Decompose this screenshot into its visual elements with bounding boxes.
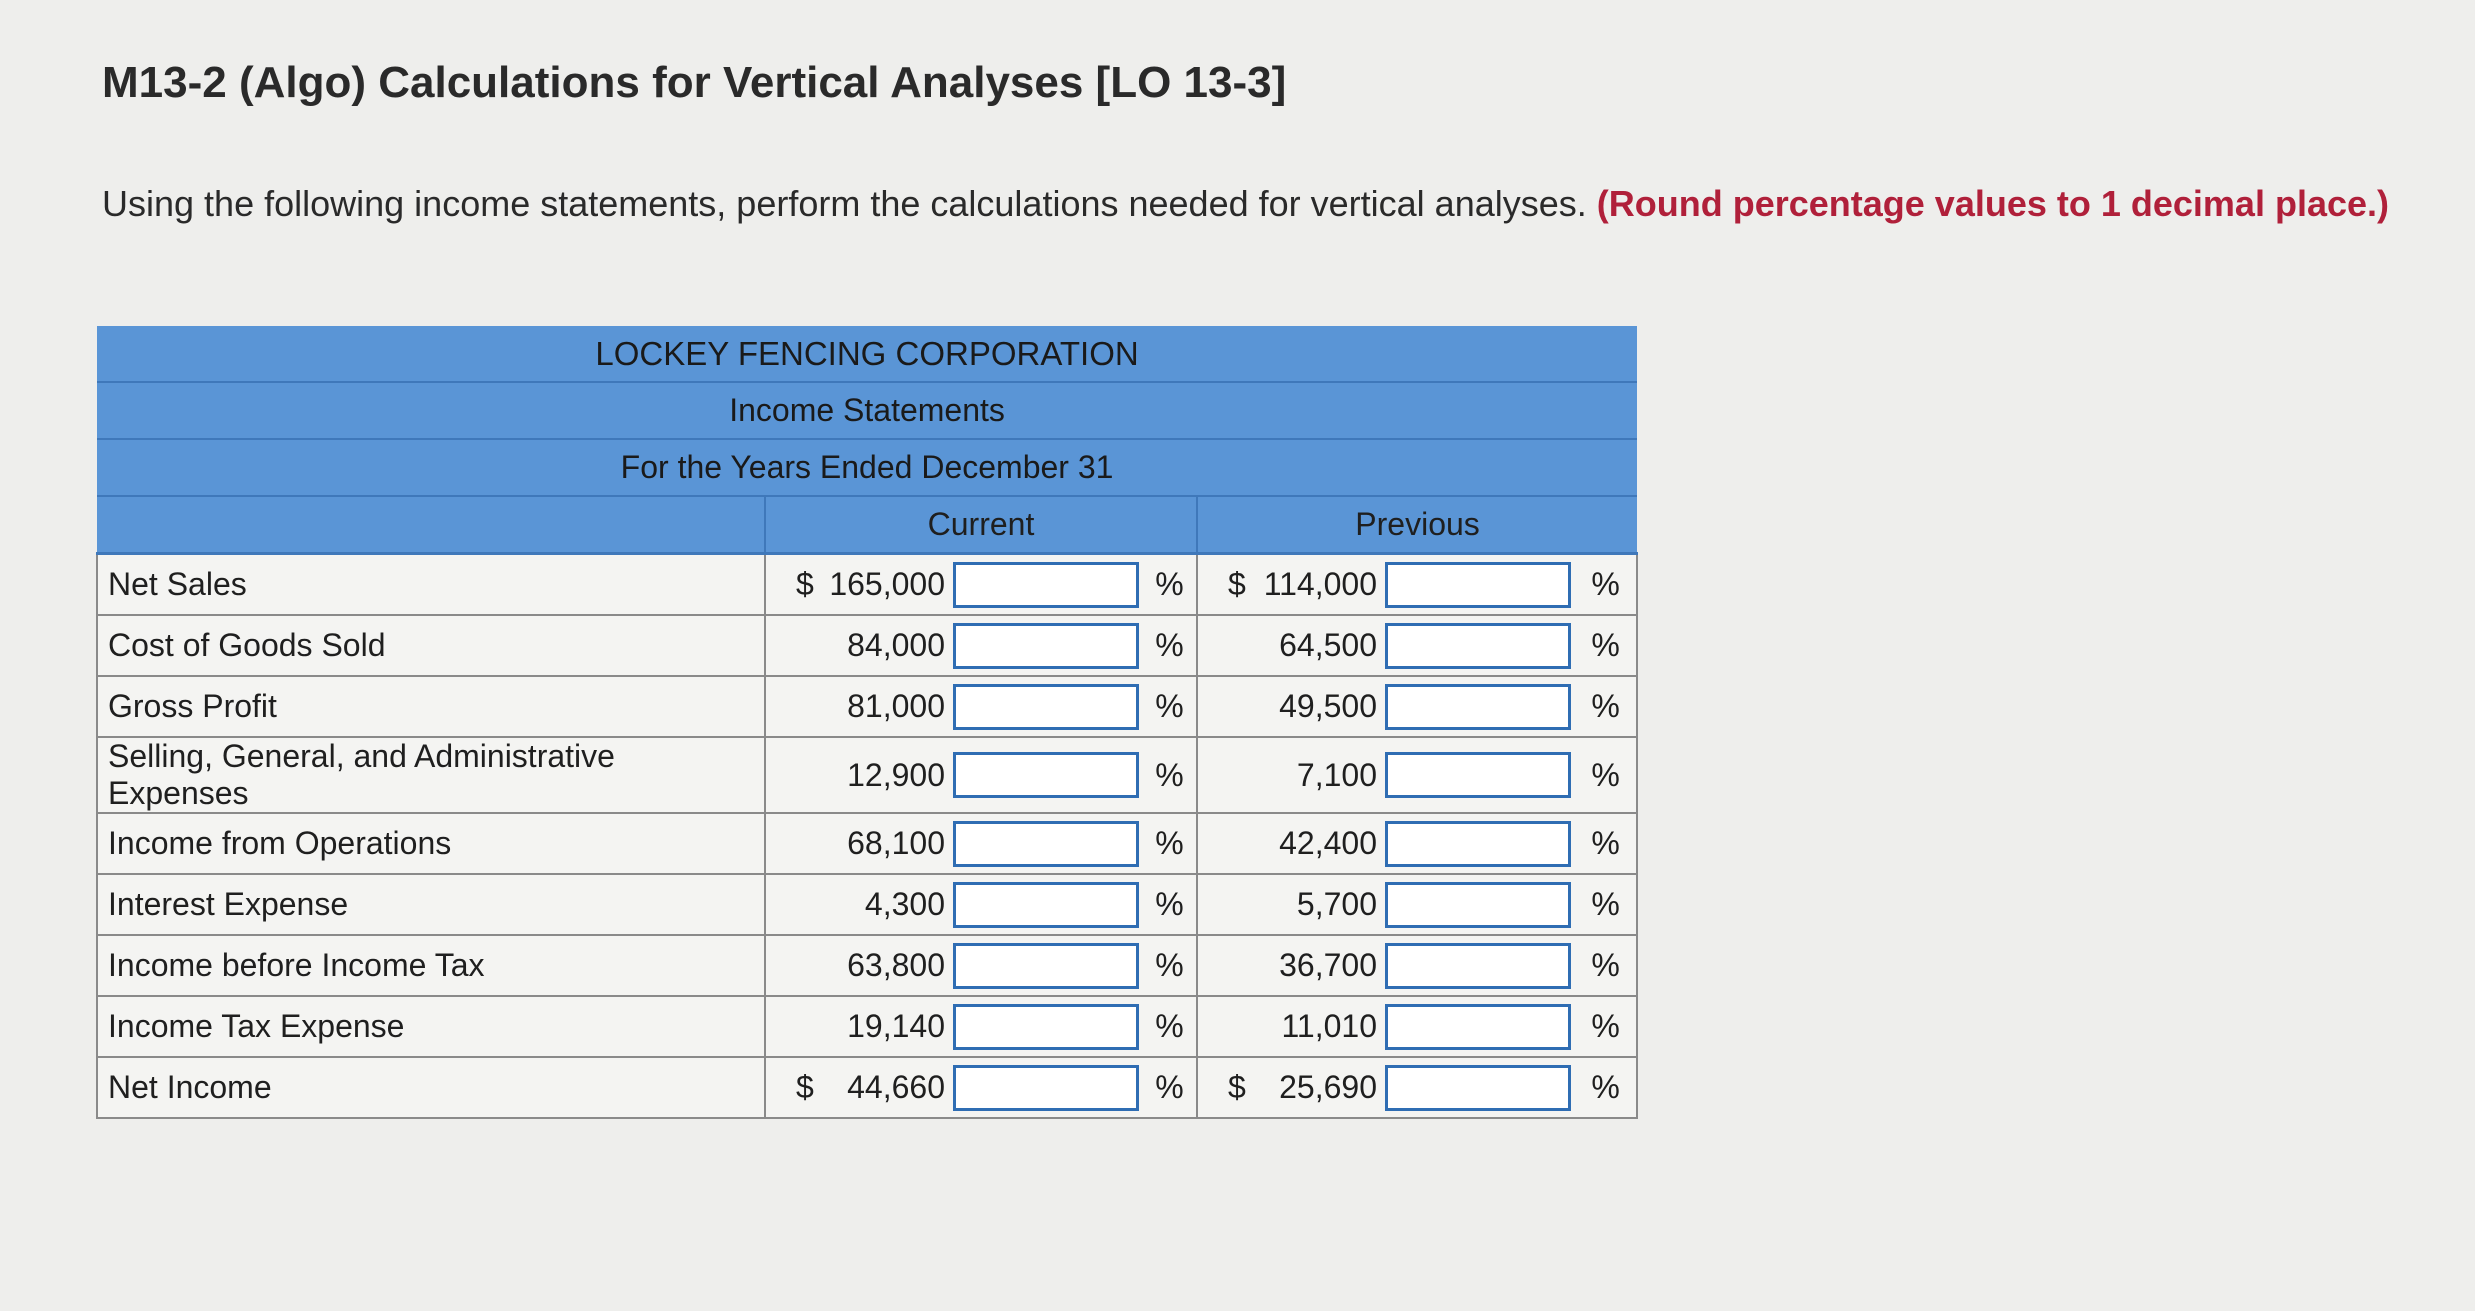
row-label: Cost of Goods Sold bbox=[97, 615, 765, 676]
previous-amount-value: 64,500 bbox=[1279, 627, 1377, 663]
current-percent-cell bbox=[953, 935, 1143, 996]
previous-percent-cell bbox=[1385, 554, 1575, 616]
table-row bbox=[97, 935, 1637, 996]
current-percent-cell bbox=[953, 874, 1143, 935]
current-dollar-sign: $ bbox=[796, 566, 814, 602]
current-amount bbox=[765, 737, 953, 813]
current-percent-sign: % bbox=[1143, 996, 1197, 1057]
current-percent-sign: % bbox=[1143, 737, 1197, 813]
previous-percent-input[interactable] bbox=[1385, 752, 1571, 798]
previous-percent-input[interactable] bbox=[1385, 1065, 1571, 1111]
previous-percent-cell bbox=[1385, 813, 1575, 874]
previous-percent-sign: % bbox=[1575, 1057, 1637, 1118]
column-header-previous: Previous bbox=[1197, 496, 1637, 554]
current-percent-cell bbox=[953, 813, 1143, 874]
previous-amount-value: 42,400 bbox=[1279, 825, 1377, 861]
previous-amount-value: 49,500 bbox=[1279, 688, 1377, 724]
current-percent-input[interactable] bbox=[953, 1065, 1139, 1111]
current-amount-value: 81,000 bbox=[847, 688, 945, 724]
current-amount bbox=[765, 813, 953, 874]
current-amount-value: 63,800 bbox=[847, 947, 945, 983]
table-row bbox=[97, 874, 1637, 935]
previous-amount bbox=[1197, 935, 1385, 996]
table-row bbox=[97, 813, 1637, 874]
previous-amount-value: 25,690 bbox=[1279, 1069, 1377, 1105]
previous-percent-sign: % bbox=[1575, 737, 1637, 813]
previous-amount-value: 7,100 bbox=[1296, 756, 1377, 793]
previous-amount-value: 36,700 bbox=[1279, 947, 1377, 983]
statement-name: Income Statements bbox=[97, 382, 1637, 439]
current-percent-input[interactable] bbox=[953, 752, 1139, 798]
current-percent-sign: % bbox=[1143, 615, 1197, 676]
previous-percent-cell bbox=[1385, 874, 1575, 935]
statement-period: For the Years Ended December 31 bbox=[97, 439, 1637, 496]
previous-percent-cell bbox=[1385, 935, 1575, 996]
current-percent-input[interactable] bbox=[953, 943, 1139, 989]
current-percent-sign: % bbox=[1143, 554, 1197, 616]
previous-percent-sign: % bbox=[1575, 676, 1637, 737]
row-label: Selling, General, and Administrative Expenses bbox=[97, 737, 765, 813]
current-percent-cell bbox=[953, 737, 1143, 813]
previous-dollar-sign: $ bbox=[1228, 1069, 1246, 1105]
company-name: LOCKEY FENCING CORPORATION bbox=[97, 326, 1637, 382]
table-row bbox=[97, 996, 1637, 1057]
table-row bbox=[97, 676, 1637, 737]
row-label: Income Tax Expense bbox=[97, 996, 765, 1057]
row-label: Net Income bbox=[97, 1057, 765, 1118]
previous-percent-sign: % bbox=[1575, 554, 1637, 616]
current-amount-value: 44,660 bbox=[847, 1069, 945, 1105]
previous-amount-value: 11,010 bbox=[1281, 1008, 1377, 1044]
table-row bbox=[97, 1057, 1637, 1118]
previous-amount-value: 5,700 bbox=[1296, 886, 1377, 922]
previous-amount bbox=[1197, 737, 1385, 813]
previous-percent-cell bbox=[1385, 615, 1575, 676]
table-row bbox=[97, 737, 1637, 813]
previous-amount bbox=[1197, 554, 1385, 616]
previous-percent-sign: % bbox=[1575, 935, 1637, 996]
table-row bbox=[97, 615, 1637, 676]
current-amount-value: 19,140 bbox=[847, 1008, 945, 1044]
current-percent-input[interactable] bbox=[953, 623, 1139, 669]
previous-percent-input[interactable] bbox=[1385, 821, 1571, 867]
current-amount bbox=[765, 676, 953, 737]
previous-percent-sign: % bbox=[1575, 813, 1637, 874]
current-amount-value: 12,900 bbox=[847, 756, 945, 793]
current-percent-input[interactable] bbox=[953, 1004, 1139, 1050]
current-percent-sign: % bbox=[1143, 676, 1197, 737]
previous-percent-cell bbox=[1385, 737, 1575, 813]
current-percent-input[interactable] bbox=[953, 562, 1139, 608]
row-label: Income before Income Tax bbox=[97, 935, 765, 996]
current-percent-cell bbox=[953, 676, 1143, 737]
previous-percent-input[interactable] bbox=[1385, 943, 1571, 989]
instructions-text: Using the following income statements, perform the calculations needed for vertical analyses. bbox=[102, 183, 1597, 224]
current-percent-sign: % bbox=[1143, 1057, 1197, 1118]
current-percent-input[interactable] bbox=[953, 821, 1139, 867]
previous-amount-value: 114,000 bbox=[1263, 566, 1377, 602]
current-amount bbox=[765, 996, 953, 1057]
current-percent-cell bbox=[953, 1057, 1143, 1118]
current-percent-cell bbox=[953, 554, 1143, 616]
income-statement-table bbox=[96, 326, 1638, 1119]
previous-percent-input[interactable] bbox=[1385, 882, 1571, 928]
previous-percent-input[interactable] bbox=[1385, 562, 1571, 608]
previous-percent-input[interactable] bbox=[1385, 623, 1571, 669]
page-title: M13-2 (Algo) Calculations for Vertical Analyses [LO 13-3] bbox=[102, 58, 1287, 107]
current-percent-cell bbox=[953, 996, 1143, 1057]
current-percent-sign: % bbox=[1143, 813, 1197, 874]
row-label: Income from Operations bbox=[97, 813, 765, 874]
current-amount-value: 165,000 bbox=[829, 566, 945, 602]
previous-percent-sign: % bbox=[1575, 615, 1637, 676]
row-label: Interest Expense bbox=[97, 874, 765, 935]
instructions bbox=[102, 178, 2402, 230]
previous-amount bbox=[1197, 874, 1385, 935]
previous-amount bbox=[1197, 615, 1385, 676]
current-amount bbox=[765, 554, 953, 616]
current-amount bbox=[765, 615, 953, 676]
table-row bbox=[97, 554, 1637, 616]
current-amount-value: 84,000 bbox=[847, 627, 945, 663]
row-label: Net Sales bbox=[97, 554, 765, 616]
col-head-blank bbox=[97, 496, 765, 554]
current-amount-value: 68,100 bbox=[847, 825, 945, 861]
previous-percent-cell bbox=[1385, 676, 1575, 737]
column-header-current: Current bbox=[765, 496, 1197, 554]
previous-percent-sign: % bbox=[1575, 996, 1637, 1057]
previous-amount bbox=[1197, 1057, 1385, 1118]
current-amount-value: 4,300 bbox=[864, 886, 945, 922]
current-dollar-sign: $ bbox=[796, 1069, 814, 1105]
previous-percent-input[interactable] bbox=[1385, 1004, 1571, 1050]
previous-amount bbox=[1197, 676, 1385, 737]
current-amount bbox=[765, 935, 953, 996]
previous-amount bbox=[1197, 813, 1385, 874]
row-label: Gross Profit bbox=[97, 676, 765, 737]
current-percent-cell bbox=[953, 615, 1143, 676]
current-percent-input[interactable] bbox=[953, 882, 1139, 928]
previous-dollar-sign: $ bbox=[1228, 566, 1246, 602]
previous-percent-input[interactable] bbox=[1385, 684, 1571, 730]
current-percent-input[interactable] bbox=[953, 684, 1139, 730]
previous-amount bbox=[1197, 996, 1385, 1057]
rounding-hint: (Round percentage values to 1 decimal place.) bbox=[1596, 183, 2389, 224]
previous-percent-cell bbox=[1385, 996, 1575, 1057]
current-percent-sign: % bbox=[1143, 874, 1197, 935]
previous-percent-cell bbox=[1385, 1057, 1575, 1118]
current-percent-sign: % bbox=[1143, 935, 1197, 996]
previous-percent-sign: % bbox=[1575, 874, 1637, 935]
current-amount bbox=[765, 1057, 953, 1118]
current-amount bbox=[765, 874, 953, 935]
